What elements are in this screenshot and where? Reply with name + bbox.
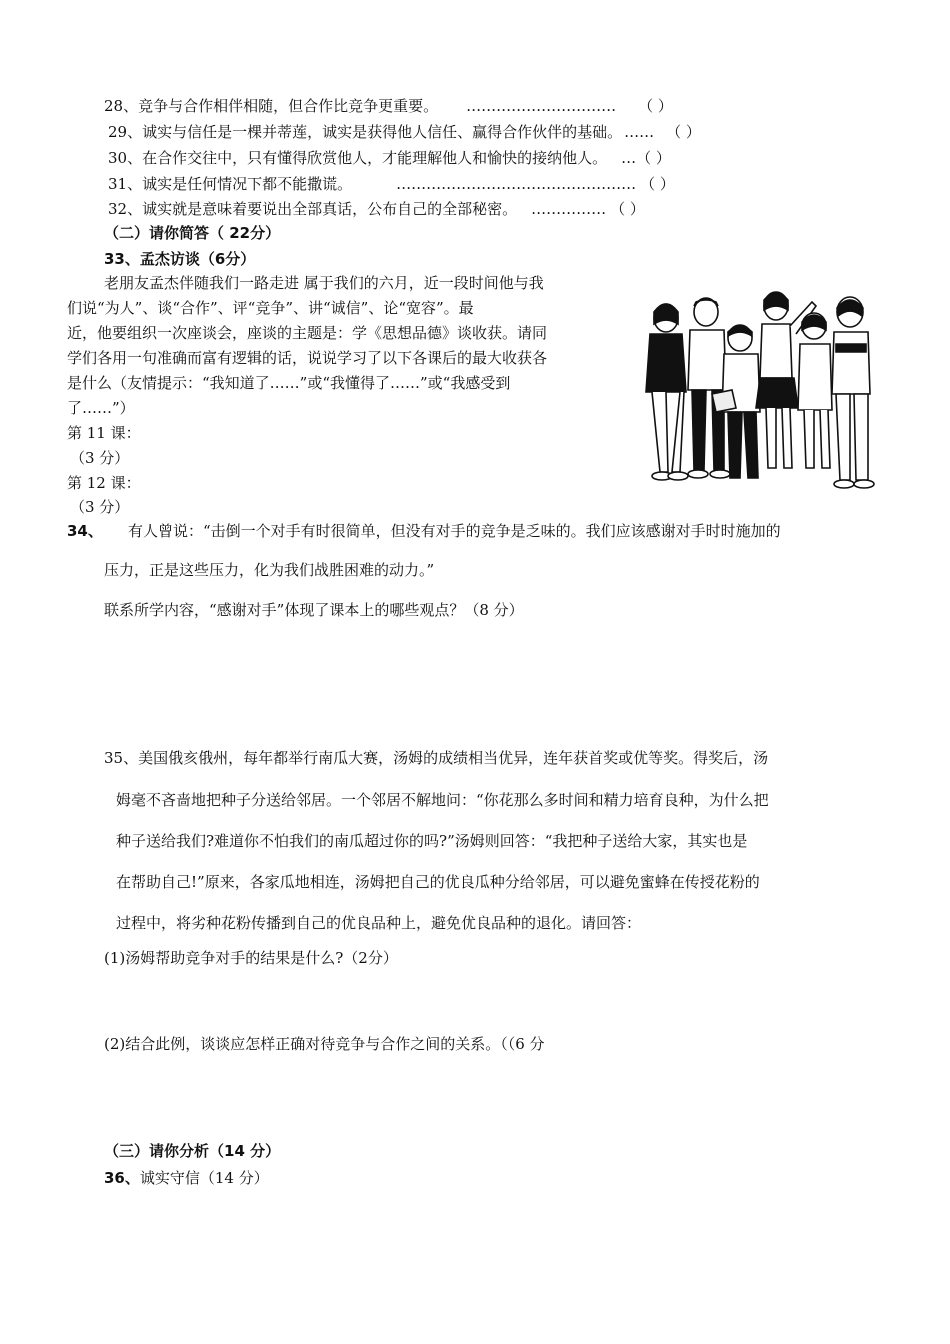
q33-title: 33、孟杰访谈（6分）	[104, 250, 256, 268]
q33-score-12: （3 分）	[70, 498, 130, 516]
q33-paragraph-line: 们说“为人”、谈“合作”、评“竞争”、讲“诚信”、论“宽容”。最	[67, 299, 474, 317]
tf-item-30	[108, 148, 671, 168]
q33-paragraph-line: 老朋友孟杰伴随我们一路走进 属于我们的六月，近一段时间他与我	[104, 274, 544, 292]
q34-number: 34、	[67, 522, 103, 540]
tf-number: 32、	[108, 200, 143, 218]
tf-leader-dots: ……	[624, 123, 655, 141]
tf-answer-blank[interactable]: （ ）	[636, 149, 671, 167]
tf-leader-dots: …………………………………………	[396, 175, 637, 193]
q35-text-line: 在帮助自己!”原来，各家瓜地相连，汤姆把自己的优良瓜种分给邻居，可以避免蜜蜂在传授花粉的	[116, 873, 760, 891]
tf-item-28	[104, 96, 673, 116]
tf-answer-blank[interactable]: （ ）	[610, 200, 645, 218]
q35-text-line: 种子送给我们?难道你不怕我们的南瓜超过你的吗?”汤姆则回答：“我把种子送给大家，其实也是	[116, 832, 748, 850]
q33-paragraph-line: 学们各用一句准确而富有逻辑的话，说说学习了以下各课后的最大收获各	[67, 349, 548, 367]
tf-statement: 诚实与信任是一棵并蒂莲，诚实是获得他人信任、赢得合作伙伴的基础。	[142, 123, 623, 141]
q33-score-11: （3 分）	[70, 449, 130, 467]
tf-answer-blank[interactable]: （ ）	[666, 123, 701, 141]
tf-leader-dots: …	[621, 149, 637, 167]
students-group-illustration	[636, 282, 900, 496]
q35-subquestion-2: (2)结合此例，谈谈应怎样正确对待竞争与合作之间的关系。（（6 分	[104, 1035, 545, 1053]
q36-number: 36、	[104, 1169, 140, 1187]
tf-number: 29、	[108, 123, 143, 141]
tf-item-29	[108, 122, 701, 142]
tf-statement: 诚实是任何情况下都不能撒谎。	[142, 175, 353, 193]
tf-statement: 在合作交往中，只有懂得欣赏他人，才能理解他人和愉快的接纳他人。	[142, 149, 608, 167]
tf-leader-dots: …………………………	[466, 97, 617, 115]
q34-prompt: 联系所学内容，“感谢对手”体现了课本上的哪些观点？（8 分）	[104, 601, 524, 619]
q35-text-line: 姆毫不吝啬地把种子分送给邻居。一个邻居不解地问：“你花那么多时间和精力培育良种，为什么把	[116, 791, 769, 809]
q36-title	[104, 1168, 269, 1188]
tf-answer-blank[interactable]: （ ）	[638, 97, 673, 115]
tf-number: 28、	[104, 97, 139, 115]
q35-text-line: 过程中，将劣种花粉传播到自己的优良品种上，避免优良品种的退化。请回答：	[116, 914, 642, 932]
q33-lesson-12: 第 12 课：	[67, 474, 141, 492]
tf-number: 31、	[108, 175, 143, 193]
q35-text-line: 35、美国俄亥俄州，每年都举行南瓜大赛，汤姆的成绩相当优异，连年获首奖或优等奖。得奖后，汤	[104, 749, 769, 767]
section-2-heading: （二）请你简答（ 22分）	[104, 224, 281, 242]
tf-item-32	[108, 199, 645, 219]
q33-paragraph-line: 是什么（友情提示：“我知道了……”或“我懂得了……”或“我感受到	[67, 374, 511, 392]
tf-leader-dots: ……………	[531, 200, 607, 218]
q33-lesson-11: 第 11 课：	[67, 424, 141, 442]
tf-answer-blank[interactable]: （ ）	[640, 175, 675, 193]
tf-statement: 竞争与合作相伴相随，但合作比竞争更重要。	[138, 97, 439, 115]
tf-number: 30、	[108, 149, 143, 167]
tf-statement: 诚实就是意味着要说出全部真话，公布自己的全部秘密。	[142, 200, 518, 218]
q36-text: 诚实守信（14 分）	[139, 1169, 269, 1187]
tf-item-31	[108, 174, 675, 194]
q34-text-line: 有人曾说：“击倒一个对手有时很简单，但没有对手的竞争是乏味的。我们应该感谢对手时时施加的	[128, 522, 781, 540]
q33-paragraph-line: 了……”）	[67, 399, 135, 417]
section-3-heading: （三）请你分析（14 分）	[104, 1142, 281, 1160]
q35-subquestion-1: (1)汤姆帮助竞争对手的结果是什么?（2分）	[104, 949, 398, 967]
q33-paragraph-line: 近，他要组织一次座谈会，座谈的主题是：学《思想品德》谈收获。请同	[67, 324, 548, 342]
q34-text-line: 压力，正是这些压力，化为我们战胜困难的动力。”	[104, 561, 435, 579]
